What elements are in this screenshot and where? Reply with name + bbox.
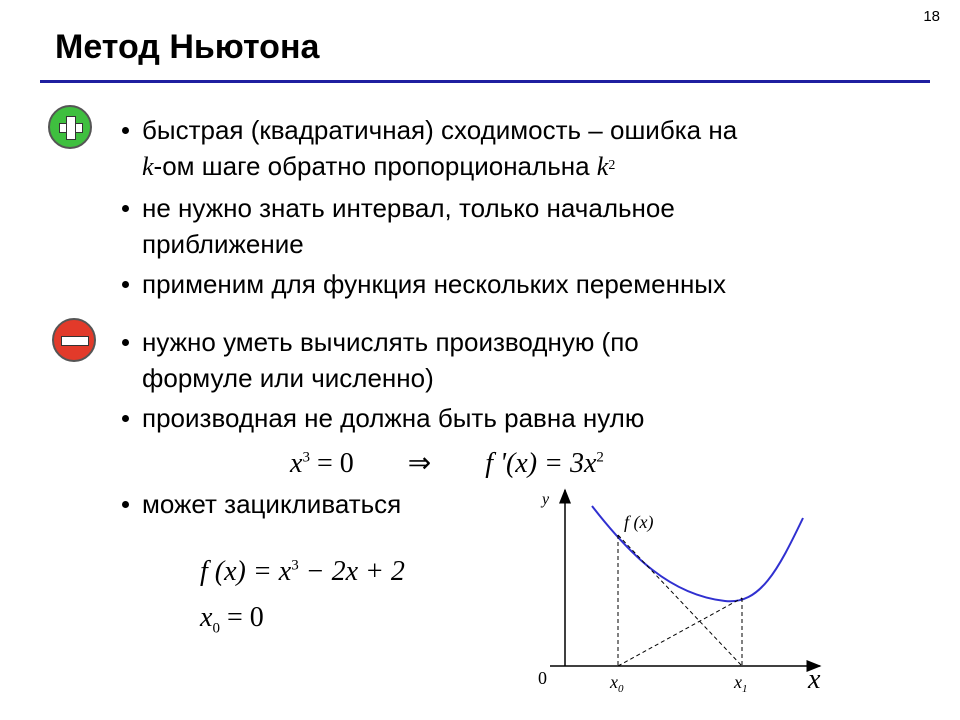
pros-item-2-line1: не нужно знать интервал, только начальное [142,193,675,223]
x-axis-label: x [808,664,821,695]
formula-initial [200,602,264,638]
cons-item-1-line2: формуле или численно) [142,363,434,393]
bullet-dot [122,339,129,346]
pros-item-2-line2: приближение [142,229,304,259]
formula-derivative-lhs-base: x [290,448,303,479]
cons-item-2 [122,400,912,436]
x1-label: $x_1$ [734,672,748,695]
bullet-dot [122,415,129,422]
formula-function [200,556,405,588]
cons-item-2-line1: производная не должна быть равна нулю [142,403,645,433]
origin-label: 0 [538,668,547,688]
bullet-dot [122,501,129,508]
cons-item-1-line1: нужно уметь вычислять производную (по [142,327,639,357]
k2-base: k [596,152,609,181]
title-underline [40,80,930,83]
formula-initial-base: x [200,602,213,633]
newton-method-graph [520,480,840,700]
bullet-dot [122,205,129,212]
pros-item-1 [122,112,912,185]
plus-circle-icon [48,105,92,149]
formula-derivative [290,446,604,480]
formula-derivative-rhs: f '(x) = 3x [485,448,597,479]
pros-item-1-line2 [142,148,912,185]
formula-function-rest: − 2x + 2 [298,556,405,587]
k-symbol: k [142,152,154,181]
x0-label: $x_0$ [610,672,624,695]
page-title: Метод Ньютона [55,28,320,66]
k2-exponent: 2 [608,158,616,173]
formula-initial-rest: = 0 [219,602,264,633]
tangent-line-at-x1 [618,598,742,666]
formula-derivative-lhs-exp: 3 [302,449,310,466]
pros-item-3-line1: применим для функция нескольких переменных [142,269,726,299]
page-number: 18 [923,8,940,25]
y-axis-label: y [542,491,550,508]
formula-initial-sub: 0 [212,620,220,637]
pros-item-1-line1: быстрая (квадратичная) сходимость – ошибка на [142,115,738,145]
formula-function-main: f (x) = x [200,556,292,587]
implies-arrow: ⇒ [407,448,432,479]
cons-item-3-line1: может зацикливаться [142,489,402,519]
pros-item-2 [122,190,912,262]
formula-derivative-lhs-rest: = 0 [309,448,354,479]
bullet-dot [122,127,129,134]
fx-label: f (x) [624,512,654,532]
cons-item-3 [122,486,482,522]
bullet-dot [122,281,129,288]
minus-circle-icon [52,318,96,362]
formula-function-exp: 3 [291,557,299,574]
pros-item-1-line2-text: -ом шаге обратно пропорциональна [153,151,597,181]
pros-item-3 [122,266,912,302]
formula-derivative-rhs-exp: 2 [596,449,604,466]
cons-item-1 [122,324,912,396]
